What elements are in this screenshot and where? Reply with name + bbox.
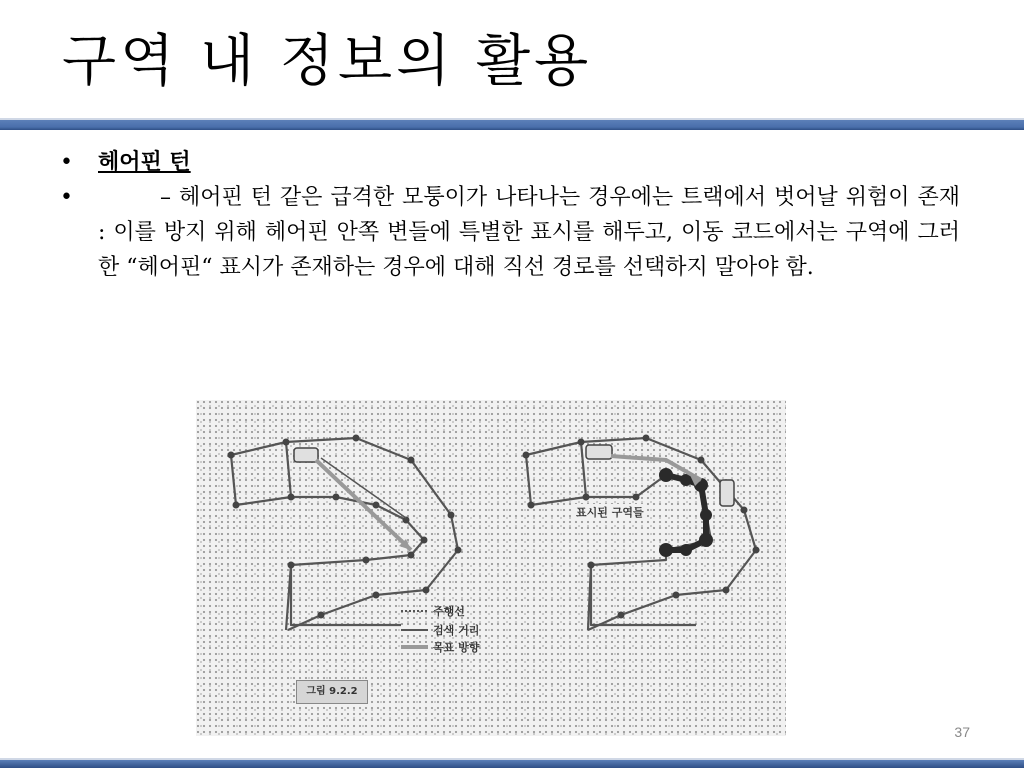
page-number: 37 xyxy=(954,724,970,740)
bullet-item xyxy=(60,180,960,285)
bullet-marker: • xyxy=(60,185,73,210)
bullet-marker: • xyxy=(60,150,73,175)
bullet-item xyxy=(60,145,960,180)
figure-label: 그림 9.2.2 xyxy=(296,680,368,704)
track-rungs-left xyxy=(231,455,236,505)
slide-title: 구역 내 정보의 활용 xyxy=(62,29,593,94)
hairpin-turn-figure xyxy=(196,400,786,736)
bullet-body: – 헤어핀 턴 같은 급격한 모퉁이가 나타나는 경우에는 트랙에서 벗어날 위험이 존재 : 이를 방지 위해 헤어핀 안쪽 변들에 특별한 표시를 해두고, 이동 코드에서는 구역에 그러한 “헤어핀“ 표시가 존재하는 경우에 대해 직선 경로를 선택하지 말아야 함. xyxy=(98,185,960,280)
legend-driving-line: 주행선 xyxy=(433,605,465,618)
legend-target-direction: 목표 방향 xyxy=(433,641,480,654)
bullet-list xyxy=(60,145,960,285)
legend-search-distance: 검색 거리 xyxy=(433,624,480,637)
bullet-heading: 헤어핀 턴 xyxy=(98,149,191,175)
marked-regions-label: 표시된 구역들 xyxy=(576,506,644,519)
title-divider xyxy=(0,118,1024,130)
legend-swatches xyxy=(401,611,428,647)
figure-drawing xyxy=(196,400,786,736)
track-outer-edge-left xyxy=(231,438,458,630)
track-outer-edge-right xyxy=(526,438,756,630)
track-rungs-right xyxy=(526,455,531,505)
track-inner-edge-left xyxy=(236,497,424,630)
track-cross-left xyxy=(286,442,291,497)
search-distance-line xyxy=(321,458,406,518)
marked-hairpin-nodes xyxy=(659,468,713,557)
footer-divider xyxy=(0,758,1024,768)
